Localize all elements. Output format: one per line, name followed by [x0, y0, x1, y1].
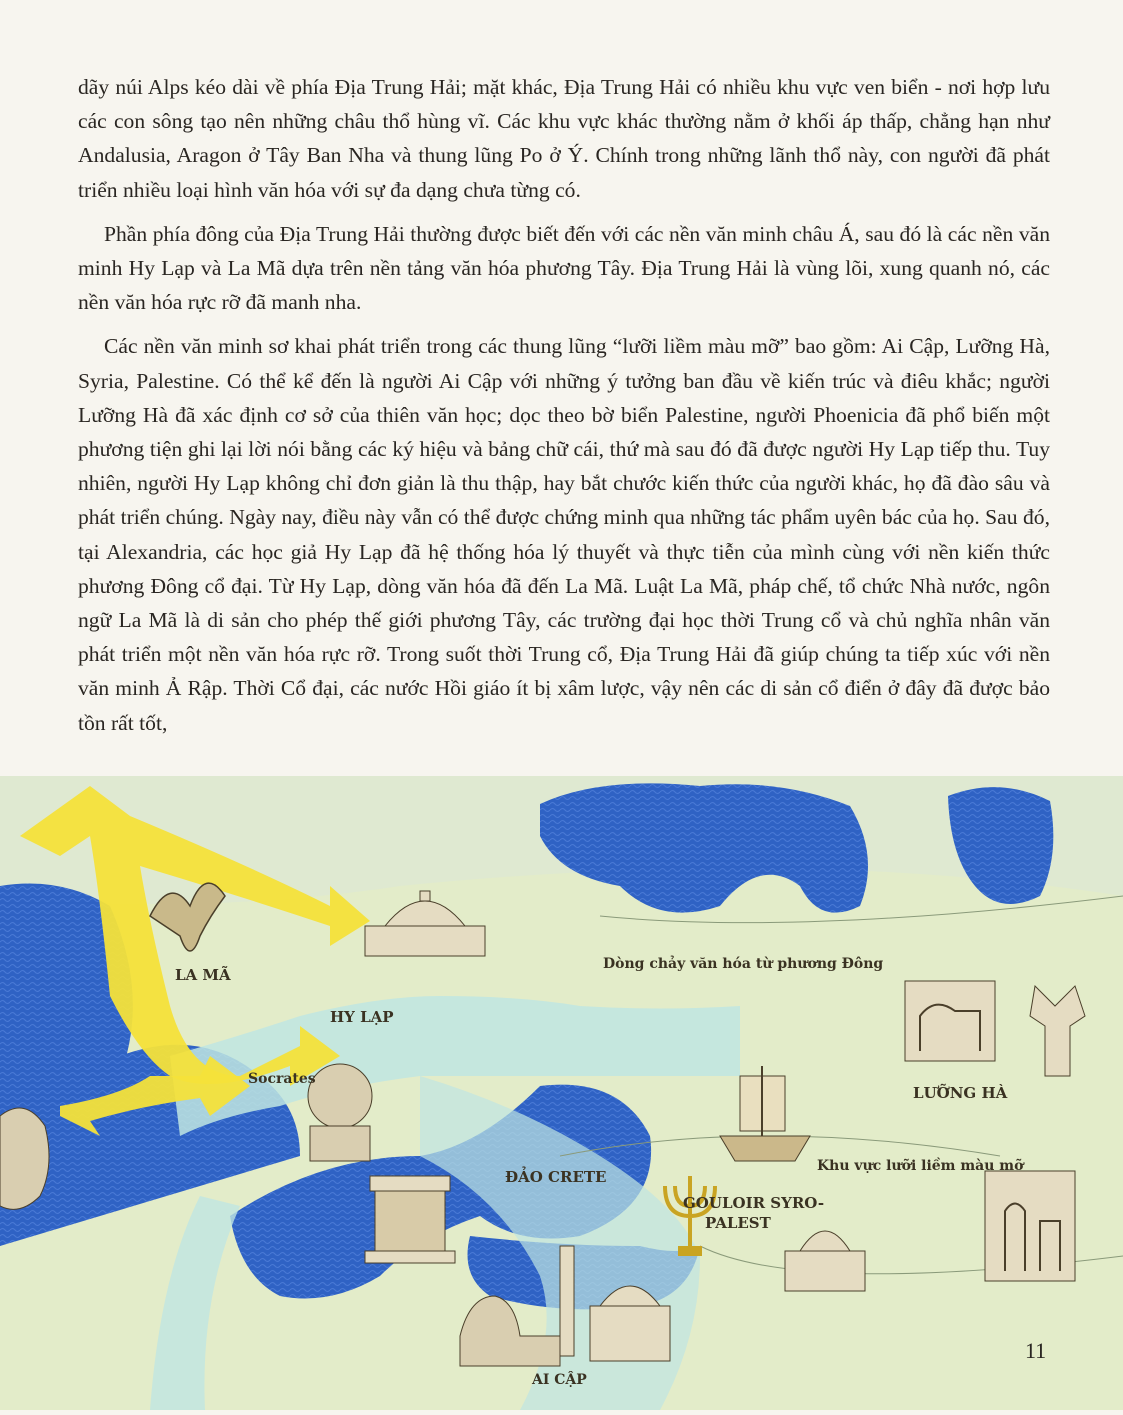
label-ai-cap: AI CẬP: [532, 1372, 587, 1388]
label-cultural-flow: Dòng chảy văn hóa từ phương Đông: [603, 956, 884, 972]
paragraph-1: dãy núi Alps kéo dài về phía Địa Trung Hải; mặt khác, Địa Trung Hải có nhiều khu vực ven biển - nơi hợp lưu các con sông tạo nên những châu thổ hùng vĩ. Các khu vực khác thường nằm ở khối áp thấp, chẳng hạn như Andalusia, Aragon ở Tây Ban Nha và thung lũng Po ở Ý. Chính trong những lãnh thổ này, con người đã phát triển nhiều loại hình văn hóa với sự đa dạng chưa từng có.: [78, 75, 1050, 202]
label-luong-ha: LƯỠNG HÀ: [913, 1084, 1008, 1102]
paragraph-2: Phần phía đông của Địa Trung Hải thường được biết đến với các nền văn minh châu Á, sau đó là các nền văn minh Hy Lạp và La Mã dựa trên nền tảng văn hóa phương Tây. Địa Trung Hải là vùng lõi, xung quanh nó, các nền văn hóa rực rỡ đã manh nha.: [78, 221, 1050, 315]
lamassu-icon: [905, 981, 995, 1061]
paragraph-3: Các nền văn minh sơ khai phát triển trong các thung lũng “lưỡi liềm màu mỡ” bao gồm: Ai Cập, Lưỡng Hà, Syria, Palestine. Có thể kể đến là người Ai Cập với những ý tưởng ban đầu về kiến trúc và điêu khắc; người Lưỡng Hà đã xác định cơ sở của thiên văn học; dọc theo bờ biển Palestine, người Phoenicia đã phổ biến một phương tiện ghi lại lời nói bằng các ký hiệu và bảng chữ cái, thứ mà sau đó đã được người Hy Lạp tiếp thu. Tuy nhiên, người Hy Lạp không chỉ đơn giản là thu thập, hay bắt chước kiến thức của người khác, họ đã đào sâu và phát triển chúng. Ngày nay, điều này vẫn có thể được chứng minh qua những tác phẩm uyên bác của họ. Sau đó, tại Alexandria, các học giả Hy Lạp đã hệ thống hóa lý thuyết và thực tiễn của mình cùng với nền kiến thức phương Đông cổ đại. Từ Hy Lạp, dòng văn hóa đã đến La Mã. Luật La Mã, pháp chế, tổ chức Nhà nước, ngôn ngữ La Mã là di sản cho phép thế giới phương Tây, các trường đại học thời Trung cổ và chủ nghĩa nhân văn phát triển một nền văn hóa rực rỡ. Trong suốt thời Trung cổ, Địa Trung Hải đã giúp chúng ta tiếp xúc với nền văn minh Ả Rập. Thời Cổ đại, các nước Hồi giáo ít bị xâm lược, vậy nên các di sản cổ điển ở đây đã được bảo tồn rất tốt,: [78, 334, 1050, 735]
socrates-bust-icon: [308, 1064, 372, 1161]
label-hy-lap: HY LẠP: [330, 1008, 394, 1026]
label-dao-crete: ĐẢO CRETE: [505, 1168, 607, 1186]
assyrian-relief-icon: [985, 1171, 1075, 1281]
label-socrates: Socrates: [248, 1071, 316, 1087]
label-gouloir-2: PALEST: [705, 1214, 771, 1232]
temple-icon: [365, 1176, 455, 1263]
label-fertile-crescent: Khu vực lưỡi liềm màu mỡ: [817, 1158, 1024, 1174]
label-gouloir-1: GOULOIR SYRO-: [683, 1194, 825, 1212]
mediterranean-map: [0, 776, 1123, 1410]
label-la-ma: LA MÃ: [175, 966, 231, 984]
page-number: 11: [1025, 1338, 1047, 1363]
body-text: [78, 70, 1050, 750]
